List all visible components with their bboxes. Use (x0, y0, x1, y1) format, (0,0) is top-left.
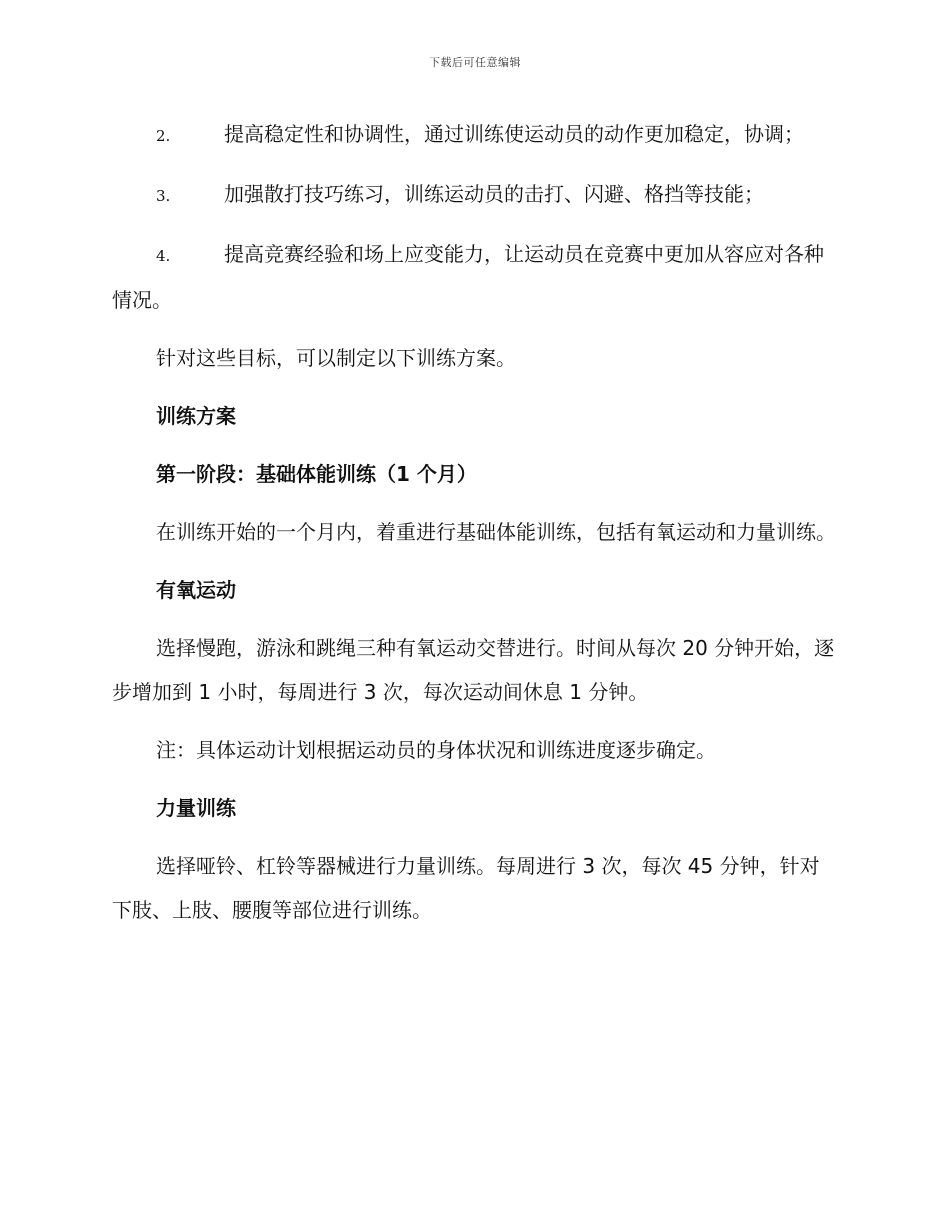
list-item-3 (112, 172, 836, 218)
document-body (112, 112, 836, 946)
strength-title: 力量训练 (156, 796, 236, 820)
phase-title: 第一阶段：基础体能训练（1 个月） (156, 462, 477, 486)
list-item-4 (112, 232, 836, 322)
list-item-text: 提高稳定性和协调性，通过训练使运动员的动作更加稳定，协调； (224, 122, 804, 146)
list-item-text: 加强散打技巧练习，训练运动员的击打、闪避、格挡等技能； (224, 182, 764, 206)
list-number: 4. (156, 247, 171, 265)
section-title: 训练方案 (156, 404, 236, 428)
list-item-2 (112, 112, 836, 158)
aerobic-title: 有氧运动 (156, 578, 236, 602)
list-item-text: 提高竞赛经验和场上应变能力，让运动员在竞赛中更加从容应对各种情况。 (112, 242, 824, 312)
note-paragraph: 注：具体运动计划根据运动员的身体状况和训练进度逐步确定。 (156, 738, 716, 762)
strength-paragraph: 选择哑铃、杠铃等器械进行力量训练。每周进行 3 次，每次 45 分钟，针对下肢、上肢、腰腹等部位进行训练。 (112, 854, 820, 922)
list-number: 3. (156, 187, 171, 205)
page-header: 下载后可任意编辑 (429, 56, 521, 69)
phase-paragraph: 在训练开始的一个月内，着重进行基础体能训练，包括有氧运动和力量训练。 (156, 520, 836, 544)
aerobic-paragraph: 选择慢跑，游泳和跳绳三种有氧运动交替进行。时间从每次 20 分钟开始，逐步增加到 1 小时，每周进行 3 次，每次运动间休息 1 分钟。 (112, 636, 835, 704)
list-number: 2. (156, 127, 171, 145)
intro-paragraph: 针对这些目标，可以制定以下训练方案。 (156, 346, 516, 370)
